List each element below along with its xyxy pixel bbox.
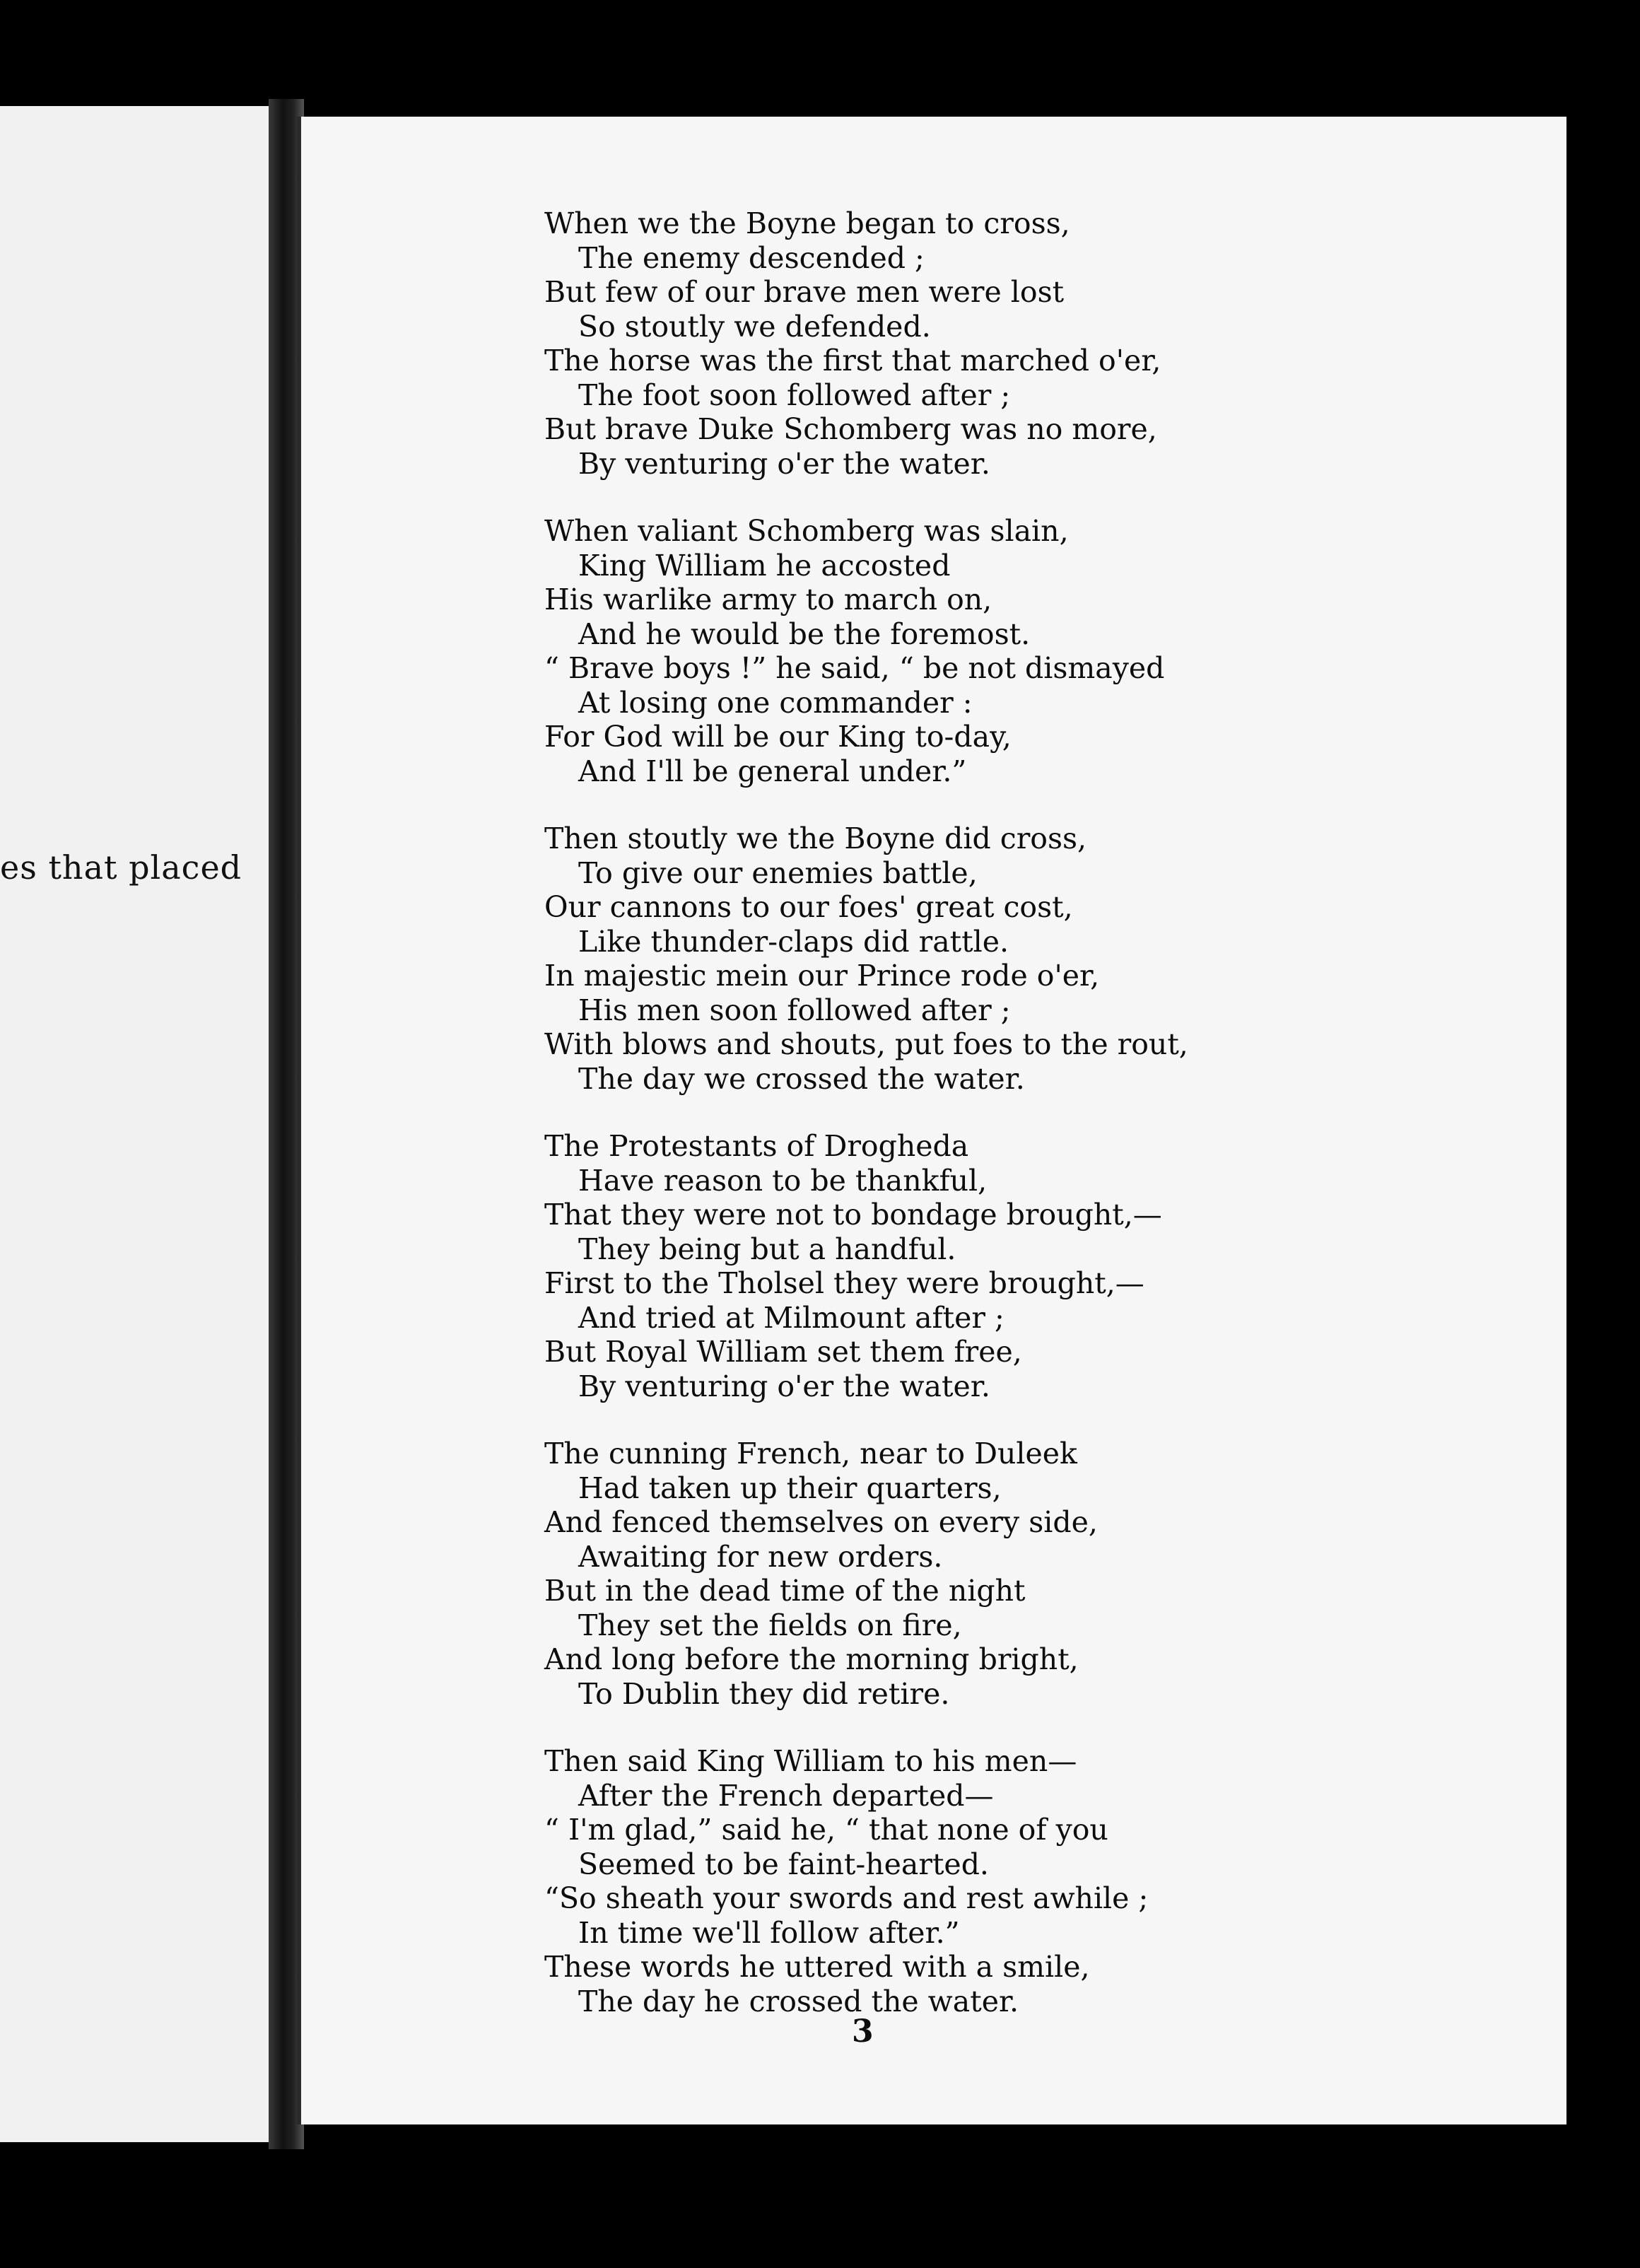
poem-line: Like thunder-claps did rattle. — [578, 924, 1009, 959]
poem-line: After the French departed— — [578, 1778, 994, 1813]
poem-line: At losing one commander : — [578, 685, 973, 720]
stanza — [544, 1744, 1251, 2018]
poem-line: His warlike army to march on, — [544, 583, 992, 616]
stanza — [544, 1437, 1251, 1711]
poem-line: The horse was the first that marched o'er, — [544, 344, 1161, 378]
poem-line: Had taken up their quarters, — [578, 1471, 1002, 1505]
poem-line: His men soon followed after ; — [578, 993, 1011, 1027]
stanza — [544, 514, 1251, 788]
stanza — [544, 1129, 1251, 1403]
poem-line: King William he accosted — [578, 548, 951, 583]
poem-line: In majestic mein our Prince rode o'er, — [544, 959, 1100, 993]
poem-line: The foot soon followed after ; — [578, 378, 1011, 412]
poem-line: By venturing o'er the water. — [578, 1369, 990, 1403]
poem-line: By venturing o'er the water. — [578, 446, 990, 481]
poem-line: In time we'll follow after.” — [578, 1915, 960, 1950]
page-number: 3 — [852, 2013, 874, 2050]
poem-line: The enemy descended ; — [578, 240, 925, 275]
poem-line: The day we crossed the water. — [578, 1061, 1025, 1096]
poem-line: But few of our brave men were lost — [544, 275, 1065, 309]
poem-line: “ I'm glad,” said he, “ that none of you — [544, 1813, 1108, 1847]
poem-line: But Royal William set them free, — [544, 1335, 1022, 1369]
poem-line: The day he crossed the water. — [578, 1984, 1019, 2018]
poem-line: When we the Boyne began to cross, — [544, 206, 1070, 240]
poem — [544, 206, 1251, 2052]
poem-line: Then said King William to his men— — [544, 1744, 1077, 1778]
poem-line: And I'll be general under.” — [578, 754, 967, 788]
poem-line: First to the Tholsel they were brought,— — [544, 1266, 1144, 1300]
poem-line: These words he uttered with a smile, — [544, 1950, 1090, 1984]
poem-line: Seemed to be faint-hearted. — [578, 1847, 989, 1881]
poem-line: So stoutly we defended. — [578, 309, 931, 344]
poem-line: And long before the morning bright, — [544, 1642, 1079, 1676]
poem-line: And fenced themselves on every side, — [544, 1505, 1098, 1539]
poem-line: The Protestants of Drogheda — [544, 1129, 969, 1163]
poem-line: Our cannons to our foes' great cost, — [544, 890, 1073, 924]
poem-line: To Dublin they did retire. — [578, 1676, 950, 1711]
poem-line: Have reason to be thankful, — [578, 1163, 988, 1198]
poem-line: That they were not to bondage brought,— — [544, 1198, 1162, 1232]
poem-line: They set the fields on fire, — [578, 1608, 962, 1642]
poem-line: “So sheath your swords and rest awhile ; — [544, 1881, 1149, 1915]
poem-line: Then stoutly we the Boyne did cross, — [544, 822, 1087, 855]
poem-line: For God will be our King to-day, — [544, 720, 1012, 754]
poem-line: The cunning French, near to Duleek — [544, 1437, 1077, 1471]
left-page — [0, 106, 269, 2142]
poem-line: They being but a handful. — [578, 1232, 956, 1266]
stanza — [544, 206, 1251, 481]
poem-line: When valiant Schomberg was slain, — [544, 514, 1069, 548]
poem-line: But brave Duke Schomberg was no more, — [544, 412, 1157, 446]
poem-line: “ Brave boys !” he said, “ be not dismayed — [544, 651, 1165, 685]
poem-line: And he would be the foremost. — [578, 616, 1031, 651]
poem-line: To give our enemies battle, — [578, 855, 978, 890]
poem-line: But in the dead time of the night — [544, 1574, 1026, 1608]
poem-line: With blows and shouts, put foes to the rout, — [544, 1027, 1188, 1061]
poem-line: And tried at Milmount after ; — [578, 1300, 1004, 1335]
left-page-text-fragment: es that placed — [0, 848, 242, 887]
stanza — [544, 822, 1251, 1096]
poem-line: Awaiting for new orders. — [578, 1539, 943, 1574]
